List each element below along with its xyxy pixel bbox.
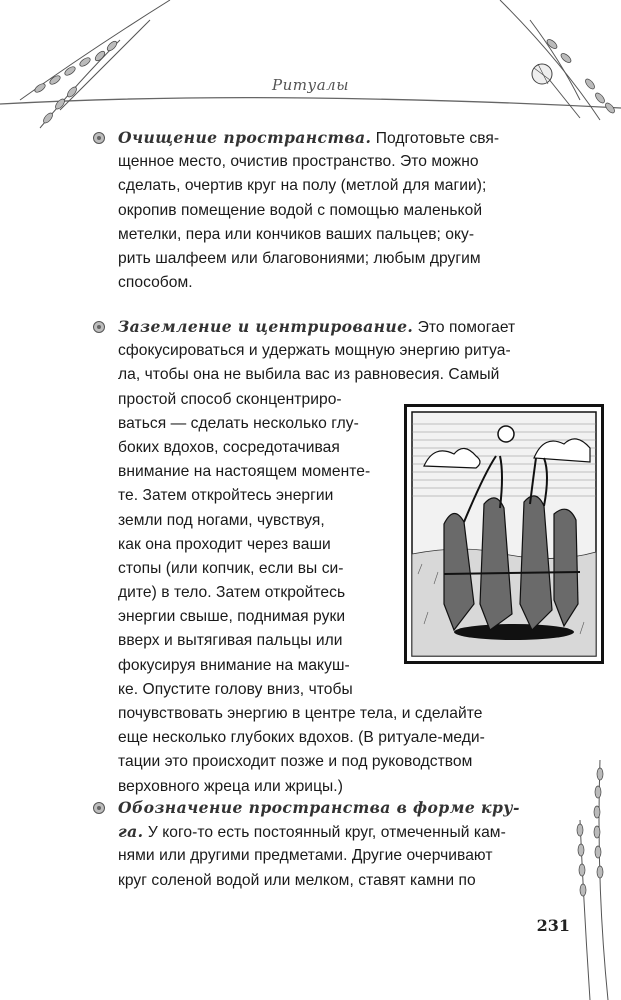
text-line: Заземление и центрирование. Это помогает (118, 317, 516, 336)
section-lead-continued: га. (118, 822, 144, 842)
section-lead: Обозначение пространства в форме кру- (118, 798, 520, 817)
text-line: сфокусироваться и удержать мощную энергию ритуа- (118, 342, 511, 360)
text-line: нями или другими предметами. Другие очерчивают (118, 847, 493, 865)
text-line: те. Затем откройтесь энергии (118, 487, 334, 505)
text-line (118, 796, 548, 820)
section-circle-marking (118, 796, 548, 893)
text-line: щенное место, очистив пространство. Это можно (118, 153, 479, 171)
section-lead: Очищение пространства. (118, 128, 372, 147)
text-line: как она проходит через ваши (118, 535, 331, 553)
text-line: га. У кого-то есть постоянный круг, отмеченный кам- (118, 822, 506, 842)
page-number: 231 (536, 916, 570, 935)
text-line: энергии свыше, поднимая руки (118, 608, 346, 626)
running-title: Ритуалы (272, 76, 349, 94)
text-line: простой способ сконцентриро- (118, 390, 342, 408)
section-cleansing (118, 126, 548, 295)
text-line: окропив помещение водой с помощью маленькой (118, 201, 483, 219)
text-line: сделать, очертив круг на полу (метлой для магии); (118, 177, 487, 195)
text-line: боких вдохов, сосредотачивая (118, 438, 340, 456)
text-line: дите) в тело. Затем откройтесь (118, 584, 346, 602)
text-line: круг соленой водой или мелком, ставят камни по (118, 871, 476, 889)
text-line: метелки, пера или кончиков ваших пальцев; оку- (118, 225, 475, 243)
text-line: верховного жреца или жрицы.) (118, 777, 343, 795)
lavender-left-icon (20, 0, 170, 128)
text-line: почувствовать энергию в центре тела, и сделайте (118, 705, 483, 722)
text-line: ваться — сделать несколько глу- (118, 414, 359, 432)
lavender-right-icon (500, 0, 600, 120)
text-line: ке. Опустите голову вниз, чтобы (118, 680, 353, 698)
text-line: ла, чтобы она не выбила вас из равновесия. Самый (118, 366, 500, 384)
text-line: земли под ногами, чувствуя, (118, 511, 325, 529)
text-line: внимание на настоящем моменте- (118, 463, 371, 481)
bullet-icon (92, 131, 106, 145)
text-line: рить шалфеем или благовониями; любым другим (118, 249, 481, 267)
header-decoration (0, 0, 621, 140)
bullet-icon (92, 801, 106, 815)
text-line: стопы (или копчик, если вы си- (118, 559, 344, 577)
text-line: вверх и вытягивая пальцы или (118, 632, 343, 650)
text-line: Очищение пространства. Подготовьте свя- (118, 128, 500, 147)
section-lead: Заземление и центрирование. (118, 317, 414, 336)
lavender-side-icon (560, 760, 621, 1000)
moon-icon (498, 426, 514, 442)
text-line: тации это происходит позже и под руководством (118, 753, 473, 771)
bullet-icon (92, 320, 106, 334)
text-line: еще несколько глубоких вдохов. (В ритуале-меди- (118, 729, 485, 747)
text-line: способом. (118, 274, 193, 292)
text-line: фокусируя внимание на макуш- (118, 656, 350, 674)
dancers-illustration (404, 404, 604, 664)
